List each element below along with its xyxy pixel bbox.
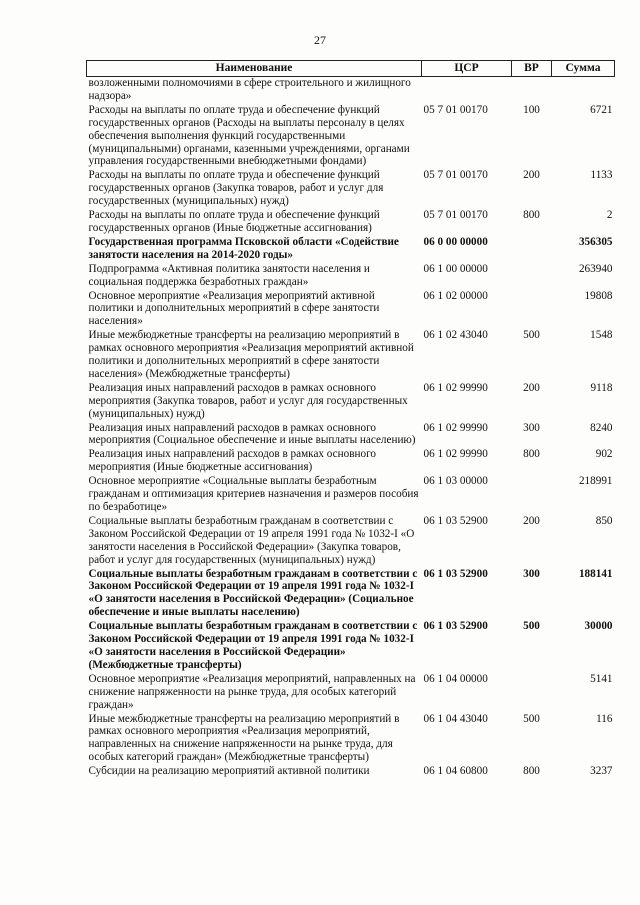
cell-name: возложенными полномочиями в сфере строительного и жилищного надзора»: [88, 77, 411, 102]
header-csr: ЦСР: [422, 61, 512, 77]
table-row: [87, 329, 615, 382]
cell-vr: [512, 236, 552, 263]
table-row: [87, 263, 615, 290]
table-row: [87, 765, 615, 779]
budget-table: [86, 60, 615, 779]
table-row: [87, 236, 615, 263]
cell-sum: 1133: [590, 169, 613, 182]
cell-sum: 356305: [578, 235, 613, 248]
cell-vr: 200: [523, 514, 540, 527]
cell-csr: 06 1 03 52900: [423, 620, 488, 633]
cell-csr: 06 1 04 00000: [423, 672, 488, 685]
cell-vr: [512, 475, 552, 515]
cell-sum: 116: [596, 712, 613, 725]
cell-name: Государственная программа Псковской области «Содействие занятости населения на 2014-2020 годы»: [88, 235, 399, 261]
cell-sum: 5141: [590, 672, 613, 685]
table-body: [87, 77, 615, 780]
cell-sum: 1548: [590, 329, 613, 342]
cell-vr: [512, 263, 552, 290]
cell-csr: 06 0 00 00000: [423, 235, 488, 248]
cell-csr: 06 1 04 43040: [423, 712, 488, 725]
cell-name: Социальные выплаты безработным гражданам в соответствии с Законом Российской Федерации от 19 апреля 1991 года № 1032-I «О занятости населения в Российской Федерации» (Межбюджетные трансферты): [88, 620, 418, 671]
cell-vr: 100: [523, 103, 540, 116]
cell-sum: 263940: [578, 262, 613, 275]
cell-csr: 06 1 00 00000: [423, 262, 488, 275]
cell-name: Основное мероприятие «Социальные выплаты безработным гражданам и оптимизация критериев назначения и размеров пособия по безработице»: [88, 475, 419, 513]
cell-sum: 218991: [578, 475, 613, 488]
cell-vr: 200: [523, 381, 540, 394]
cell-vr: 300: [523, 567, 540, 580]
cell-sum: 850: [595, 514, 613, 527]
table-row: [87, 382, 615, 422]
cell-vr: 800: [523, 765, 540, 778]
cell-name: Субсидии на реализацию мероприятий активной политики: [88, 765, 370, 778]
table-row: [87, 290, 615, 330]
cell-sum: 9118: [590, 381, 613, 394]
header-sum: Сумма: [552, 61, 615, 77]
cell-csr: 06 1 02 99990: [423, 381, 488, 394]
cell-name: Иные межбюджетные трансферты на реализацию мероприятий в рамках основного мероприятия «Реализация мероприятий активной политики и дополнительных мероприятий в сфере занятости населения» (Межбюджетные трансферты): [88, 329, 414, 380]
table-row: [87, 673, 615, 713]
cell-name: Социальные выплаты безработным гражданам в соответствии с Законом Российской Федерации от 19 апреля 1991 года № 1032-I «О занятости населения в Российской Федерации» (Социальное обеспечение и иные выплаты населению): [88, 567, 418, 619]
cell-name: Реализация иных направлений расходов в рамках основного мероприятия (Закупка товаров, работ и услуг для государственных (муниципальных) нужд): [88, 381, 408, 420]
page-number: 27: [314, 33, 326, 47]
cell-sum: 188141: [578, 567, 613, 580]
cell-name: Социальные выплаты безработным гражданам в соответствии с Законом Российской Федерации от 19 апреля 1991 года № 1032-I «О занятости населения в Российской Федерации» (Закупка товаров, работ и услуг для государственных (муниципальных) нужд): [88, 514, 415, 566]
cell-csr: 06 1 03 52900: [423, 567, 488, 580]
cell-csr: 06 1 03 52900: [423, 514, 488, 527]
cell-vr: 300: [523, 421, 540, 434]
cell-name: Расходы на выплаты по оплате труда и обеспечение функций государственных органов (Расходы на выплаты персоналу в целях обеспечения выполнения функций государственными (муниципальными) органами, казенными учреждениями, органами управления государственными внебюджетными фондами): [88, 103, 410, 168]
table-row: [87, 448, 615, 475]
cell-vr: 500: [523, 329, 540, 342]
table-row: [87, 77, 615, 104]
table-row: [87, 568, 615, 621]
cell-sum: 6721: [590, 103, 613, 116]
cell-sum: 8240: [590, 421, 613, 434]
cell-name: Основное мероприятие «Реализация мероприятий активной политики и дополнительных мероприятий в сфере занятости населения»: [88, 289, 380, 328]
cell-csr: 05 7 01 00170: [423, 103, 488, 116]
cell-csr: 05 7 01 00170: [423, 209, 488, 222]
cell-csr: 06 1 02 99990: [423, 421, 488, 434]
cell-sum: 902: [595, 448, 613, 461]
cell-vr: 500: [523, 712, 540, 725]
cell-sum: [552, 77, 615, 104]
table-row: [87, 169, 615, 209]
cell-vr: [512, 77, 552, 104]
cell-vr: 500: [523, 620, 540, 633]
cell-name: Реализация иных направлений расходов в рамках основного мероприятия (Социальное обеспечение и иные выплаты населению): [88, 421, 416, 447]
header-vr: ВР: [512, 61, 552, 77]
cell-csr: 05 7 01 00170: [423, 169, 488, 182]
cell-vr: [512, 290, 552, 330]
cell-csr: 06 1 02 00000: [423, 289, 488, 302]
cell-name: Подпрограмма «Активная политика занятости населения и социальная поддержка безработных граждан»: [88, 262, 370, 288]
table-row: [87, 422, 615, 449]
table-row: [87, 475, 615, 515]
cell-sum: 2: [606, 209, 613, 222]
cell-vr: 200: [523, 169, 540, 182]
table-header-row: [87, 61, 615, 77]
cell-vr: [512, 673, 552, 713]
table-row: [87, 515, 615, 568]
table-row: [87, 104, 615, 170]
table-row: [87, 620, 615, 673]
cell-vr: 800: [523, 448, 540, 461]
cell-name: Расходы на выплаты по оплате труда и обеспечение функций государственных органов (Закупка товаров, работ и услуг для государственных (муниципальных) нужд): [88, 169, 384, 208]
cell-csr: 06 1 04 60800: [423, 765, 488, 778]
header-name: Наименование: [87, 61, 422, 77]
cell-sum: 3237: [590, 765, 613, 778]
cell-csr: 06 1 03 00000: [423, 475, 488, 488]
cell-csr: 06 1 02 43040: [423, 329, 488, 342]
cell-sum: 19808: [584, 289, 613, 302]
cell-csr: [422, 77, 512, 104]
cell-name: Реализация иных направлений расходов в рамках основного мероприятия (Иные бюджетные ассигнования): [88, 448, 376, 474]
cell-name: Расходы на выплаты по оплате труда и обеспечение функций государственных органов (Иные бюджетные ассигнования): [88, 209, 380, 234]
cell-vr: 800: [523, 209, 540, 222]
cell-name: Иные межбюджетные трансферты на реализацию мероприятий в рамках основного мероприятия «Реализация мероприятий, направленных на снижение напряженности на рынке труда, для особых категорий граждан» (Межбюджетные трансферты): [88, 712, 400, 764]
table-row: [87, 209, 615, 236]
cell-name: Основное мероприятие «Реализация мероприятий, направленных на снижение напряженности на рынке труда, для особых категорий граждан»: [88, 672, 416, 711]
cell-sum: 30000: [584, 620, 613, 633]
table-row: [87, 713, 615, 766]
cell-csr: 06 1 02 99990: [423, 448, 488, 461]
